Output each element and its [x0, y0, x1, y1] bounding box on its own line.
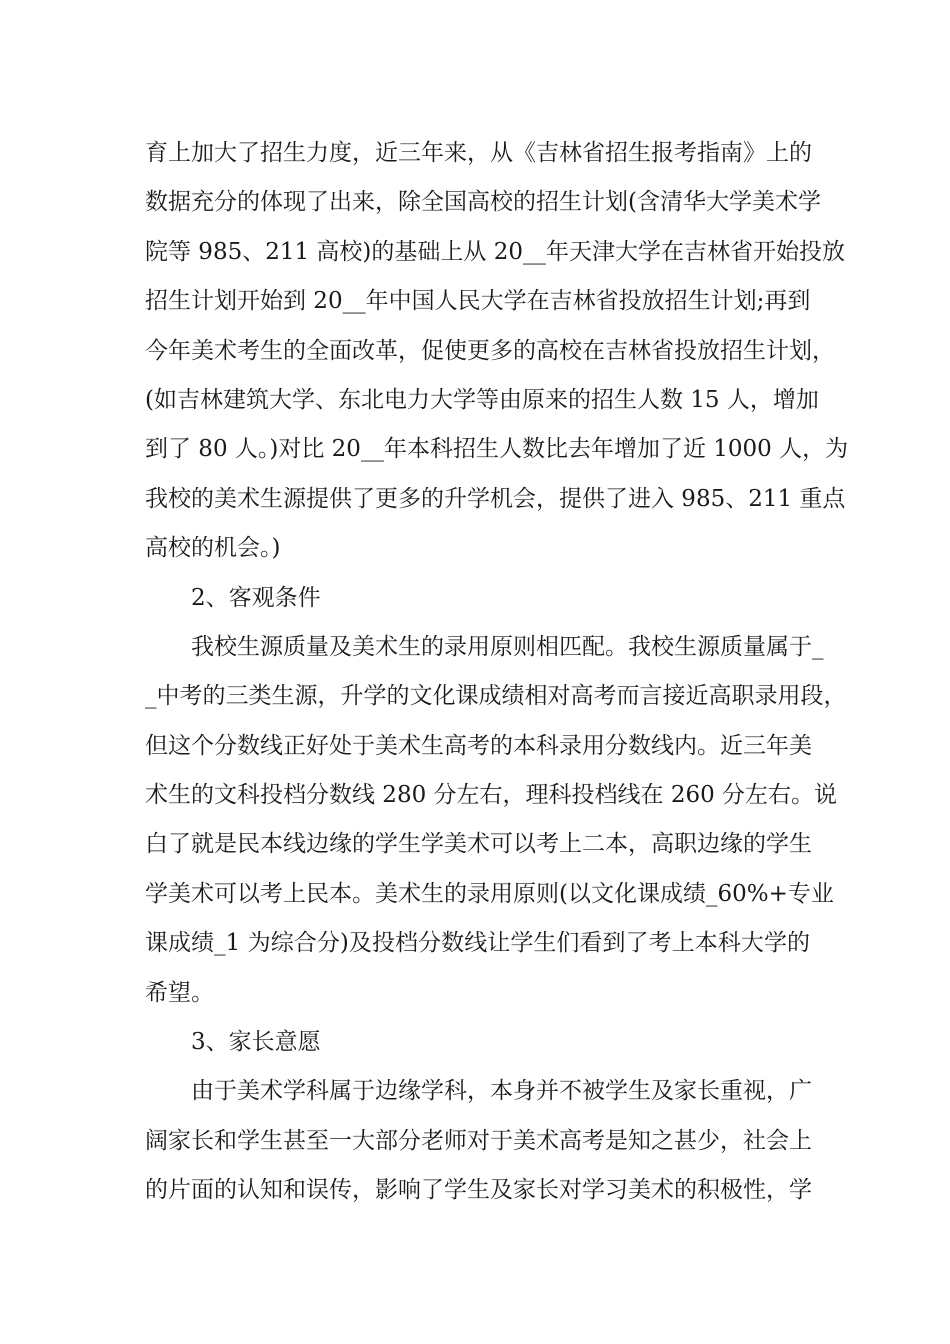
text-line: 课成绩_1 为综合分)及投档分数线让学生们看到了考上本科大学的	[145, 930, 810, 957]
text-line: 由于美术学科属于边缘学科，本身并不被学生及家长重视，广	[191, 1078, 812, 1105]
text-line: 的片面的认知和误传，影响了学生及家长对学习美术的积极性，学	[145, 1177, 812, 1204]
section-heading: 3、家长意愿	[191, 1029, 321, 1056]
text-line: 数据充分的体现了出来，除全国高校的招生计划(含清华大学美术学	[145, 189, 821, 216]
text-line: 院等 985、211 高校)的基础上从 20__年天津大学在吉林省开始投放	[145, 238, 845, 265]
text-line: 今年美术考生的全面改革，促使更多的高校在吉林省投放招生计划，	[145, 337, 835, 364]
text-line: 到了 80 人。)对比 20__年本科招生人数比去年增加了近 1000 人，为	[145, 436, 849, 463]
text-line: 术生的文科投档分数线 280 分左右，理科投档线在 260 分左右。说	[145, 782, 838, 809]
text-line: 阔家长和学生甚至一大部分老师对于美术高考是知之甚少，社会上	[145, 1127, 812, 1154]
text-line: (如吉林建筑大学、东北电力大学等由原来的招生人数 15 人，增加	[145, 386, 819, 413]
document-body	[145, 129, 849, 1216]
text-line: 希望。	[145, 979, 214, 1006]
text-line: _中考的三类生源，升学的文化课成绩相对高考而言接近高职录用段，	[145, 683, 847, 710]
text-line: 我校的美术生源提供了更多的升学机会，提供了进入 985、211 重点	[145, 485, 846, 512]
text-line: 学美术可以考上民本。美术生的录用原则(以文化课成绩_60%+专业	[145, 880, 834, 907]
text-line: 白了就是民本线边缘的学生学美术可以考上二本，高职边缘的学生	[145, 831, 812, 858]
text-line: 育上加大了招生力度，近三年来，从《吉林省招生报考指南》上的	[145, 140, 812, 166]
text-line: 我校生源质量及美术生的录用原则相匹配。我校生源质量属于_	[191, 633, 824, 660]
text-line: 招生计划开始到 20__年中国人民大学在吉林省投放招生计划;再到	[145, 288, 811, 315]
section-heading: 2、客观条件	[191, 584, 321, 611]
text-line: 但这个分数线正好处于美术生高考的本科录用分数线内。近三年美	[145, 732, 812, 759]
text-line: 高校的机会。)	[145, 535, 281, 562]
